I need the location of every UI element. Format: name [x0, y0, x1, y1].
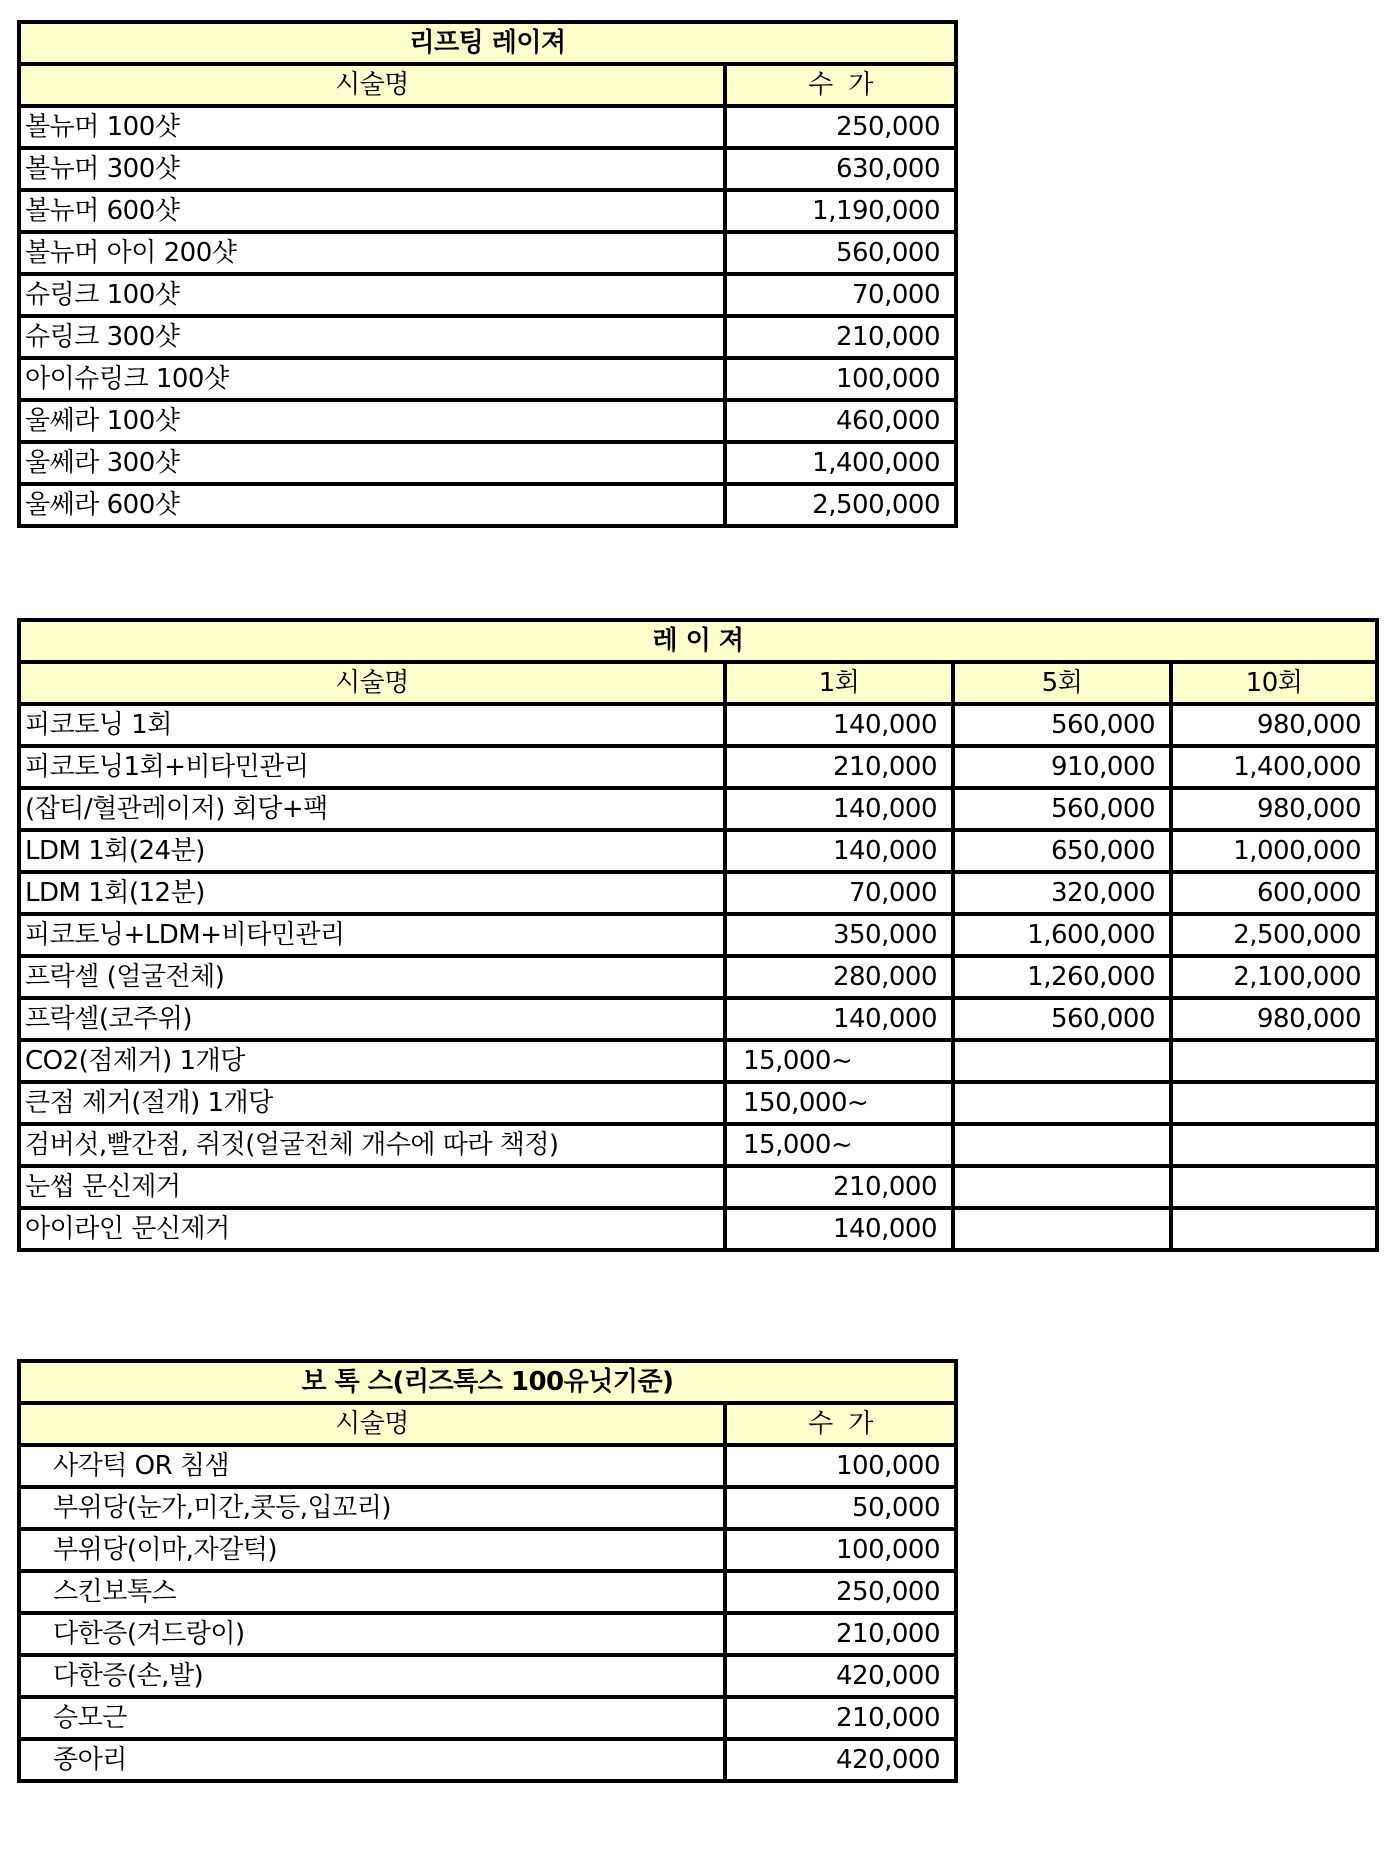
table-row — [19, 1208, 1377, 1250]
procedure-name: LDM 1회(12분) — [19, 872, 725, 914]
price-5: 1,600,000 — [953, 914, 1171, 956]
procedure-name: 볼뉴머 아이 200샷 — [19, 232, 725, 274]
procedure-name: 프락셀 (얼굴전체) — [19, 956, 725, 998]
procedure-name: 울쎄라 600샷 — [19, 484, 725, 526]
table-row — [19, 1445, 956, 1487]
price: 210,000 — [725, 1613, 956, 1655]
column-header-price: 수 가 — [725, 64, 956, 106]
price: 2,500,000 — [725, 484, 956, 526]
price-10: 980,000 — [1171, 788, 1377, 830]
price-10 — [1171, 1208, 1377, 1250]
procedure-name: 스킨보톡스 — [19, 1571, 725, 1613]
procedure-name: 아이슈링크 100샷 — [19, 358, 725, 400]
price-1: 140,000 — [725, 704, 953, 746]
price: 250,000 — [725, 1571, 956, 1613]
price: 420,000 — [725, 1739, 956, 1781]
price-1: 210,000 — [725, 746, 953, 788]
procedure-name: 슈링크 100샷 — [19, 274, 725, 316]
price-5: 320,000 — [953, 872, 1171, 914]
price: 70,000 — [725, 274, 956, 316]
price-10 — [1171, 1166, 1377, 1208]
procedure-name: 볼뉴머 600샷 — [19, 190, 725, 232]
column-header-procedure: 시술명 — [19, 662, 725, 704]
price-5 — [953, 1208, 1171, 1250]
table-row — [19, 1697, 956, 1739]
procedure-name: 아이라인 문신제거 — [19, 1208, 725, 1250]
price-10: 1,000,000 — [1171, 830, 1377, 872]
price-1: 15,000~ — [725, 1124, 953, 1166]
table-row — [19, 1082, 1377, 1124]
procedure-name: 검버섯,빨간점, 쥐젓(얼굴전체 개수에 따라 책정) — [19, 1124, 725, 1166]
procedure-name: 눈썹 문신제거 — [19, 1166, 725, 1208]
procedure-name: CO2(점제거) 1개당 — [19, 1040, 725, 1082]
price-5: 560,000 — [953, 788, 1171, 830]
table-row — [19, 358, 956, 400]
price-10: 2,100,000 — [1171, 956, 1377, 998]
price: 1,190,000 — [725, 190, 956, 232]
price-10 — [1171, 1082, 1377, 1124]
table-row — [19, 872, 1377, 914]
procedure-name: 울쎄라 100샷 — [19, 400, 725, 442]
table-title: 레 이 져 — [19, 620, 1377, 662]
table-row — [19, 704, 1377, 746]
procedure-name: LDM 1회(24분) — [19, 830, 725, 872]
procedure-name: 피코토닝 1회 — [19, 704, 725, 746]
procedure-name: 큰점 제거(절개) 1개당 — [19, 1082, 725, 1124]
price-5: 560,000 — [953, 704, 1171, 746]
price-1: 350,000 — [725, 914, 953, 956]
procedure-name: 부위당(이마,자갈턱) — [19, 1529, 725, 1571]
price-5 — [953, 1166, 1171, 1208]
table-row — [19, 1571, 956, 1613]
procedure-name: (잡티/혈관레이저) 회당+팩 — [19, 788, 725, 830]
table-row — [19, 956, 1377, 998]
price: 100,000 — [725, 1445, 956, 1487]
price: 420,000 — [725, 1655, 956, 1697]
table-row — [19, 914, 1377, 956]
table-row — [19, 484, 956, 526]
table-row — [19, 106, 956, 148]
price-1: 140,000 — [725, 830, 953, 872]
price-5: 650,000 — [953, 830, 1171, 872]
price-5 — [953, 1082, 1171, 1124]
table-row — [19, 1040, 1377, 1082]
price: 1,400,000 — [725, 442, 956, 484]
price-1: 15,000~ — [725, 1040, 953, 1082]
procedure-name: 종아리 — [19, 1739, 725, 1781]
procedure-name: 다한증(손,발) — [19, 1655, 725, 1697]
procedure-name: 볼뉴머 300샷 — [19, 148, 725, 190]
table-row — [19, 316, 956, 358]
lifting-laser-table — [17, 20, 958, 528]
price-1: 150,000~ — [725, 1082, 953, 1124]
procedure-name: 울쎄라 300샷 — [19, 442, 725, 484]
price-5 — [953, 1124, 1171, 1166]
table-row — [19, 998, 1377, 1040]
table-row — [19, 442, 956, 484]
column-header-procedure: 시술명 — [19, 1403, 725, 1445]
procedure-name: 피코토닝1회+비타민관리 — [19, 746, 725, 788]
table-row — [19, 190, 956, 232]
procedure-name: 피코토닝+LDM+비타민관리 — [19, 914, 725, 956]
price-1: 210,000 — [725, 1166, 953, 1208]
price-1: 70,000 — [725, 872, 953, 914]
price-1: 280,000 — [725, 956, 953, 998]
price: 50,000 — [725, 1487, 956, 1529]
procedure-name: 볼뉴머 100샷 — [19, 106, 725, 148]
table-row — [19, 1529, 956, 1571]
price-10: 1,400,000 — [1171, 746, 1377, 788]
price-10: 2,500,000 — [1171, 914, 1377, 956]
price-10 — [1171, 1040, 1377, 1082]
column-header-5-sessions: 5회 — [953, 662, 1171, 704]
procedure-name: 승모근 — [19, 1697, 725, 1739]
price-5: 910,000 — [953, 746, 1171, 788]
table-row — [19, 1124, 1377, 1166]
column-header-procedure: 시술명 — [19, 64, 725, 106]
column-header-price: 수 가 — [725, 1403, 956, 1445]
procedure-name: 부위당(눈가,미간,콧등,입꼬리) — [19, 1487, 725, 1529]
price-1: 140,000 — [725, 788, 953, 830]
table-row — [19, 1166, 1377, 1208]
table-title: 리프팅 레이져 — [19, 22, 956, 64]
price-10 — [1171, 1124, 1377, 1166]
table-row — [19, 1613, 956, 1655]
price-5 — [953, 1040, 1171, 1082]
price-10: 980,000 — [1171, 998, 1377, 1040]
price-5: 1,260,000 — [953, 956, 1171, 998]
laser-table — [17, 618, 1379, 1252]
table-row — [19, 1739, 956, 1781]
column-header-1-session: 1회 — [725, 662, 953, 704]
table-row — [19, 400, 956, 442]
price: 560,000 — [725, 232, 956, 274]
price: 100,000 — [725, 1529, 956, 1571]
table-title: 보 톡 스(리즈톡스 100유닛기준) — [19, 1361, 956, 1403]
price: 210,000 — [725, 316, 956, 358]
price: 100,000 — [725, 358, 956, 400]
price-10: 980,000 — [1171, 704, 1377, 746]
table-row — [19, 148, 956, 190]
price: 460,000 — [725, 400, 956, 442]
procedure-name: 슈링크 300샷 — [19, 316, 725, 358]
procedure-name: 사각턱 OR 침샘 — [19, 1445, 725, 1487]
table-row — [19, 232, 956, 274]
price-1: 140,000 — [725, 998, 953, 1040]
price-5: 560,000 — [953, 998, 1171, 1040]
price-1: 140,000 — [725, 1208, 953, 1250]
table-row — [19, 746, 1377, 788]
price: 210,000 — [725, 1697, 956, 1739]
table-row — [19, 1655, 956, 1697]
price: 250,000 — [725, 106, 956, 148]
procedure-name: 프락셀(코주위) — [19, 998, 725, 1040]
table-row — [19, 788, 1377, 830]
price-10: 600,000 — [1171, 872, 1377, 914]
column-header-10-sessions: 10회 — [1171, 662, 1377, 704]
table-row — [19, 1487, 956, 1529]
price: 630,000 — [725, 148, 956, 190]
table-row — [19, 830, 1377, 872]
botox-table — [17, 1359, 958, 1783]
procedure-name: 다한증(겨드랑이) — [19, 1613, 725, 1655]
table-row — [19, 274, 956, 316]
